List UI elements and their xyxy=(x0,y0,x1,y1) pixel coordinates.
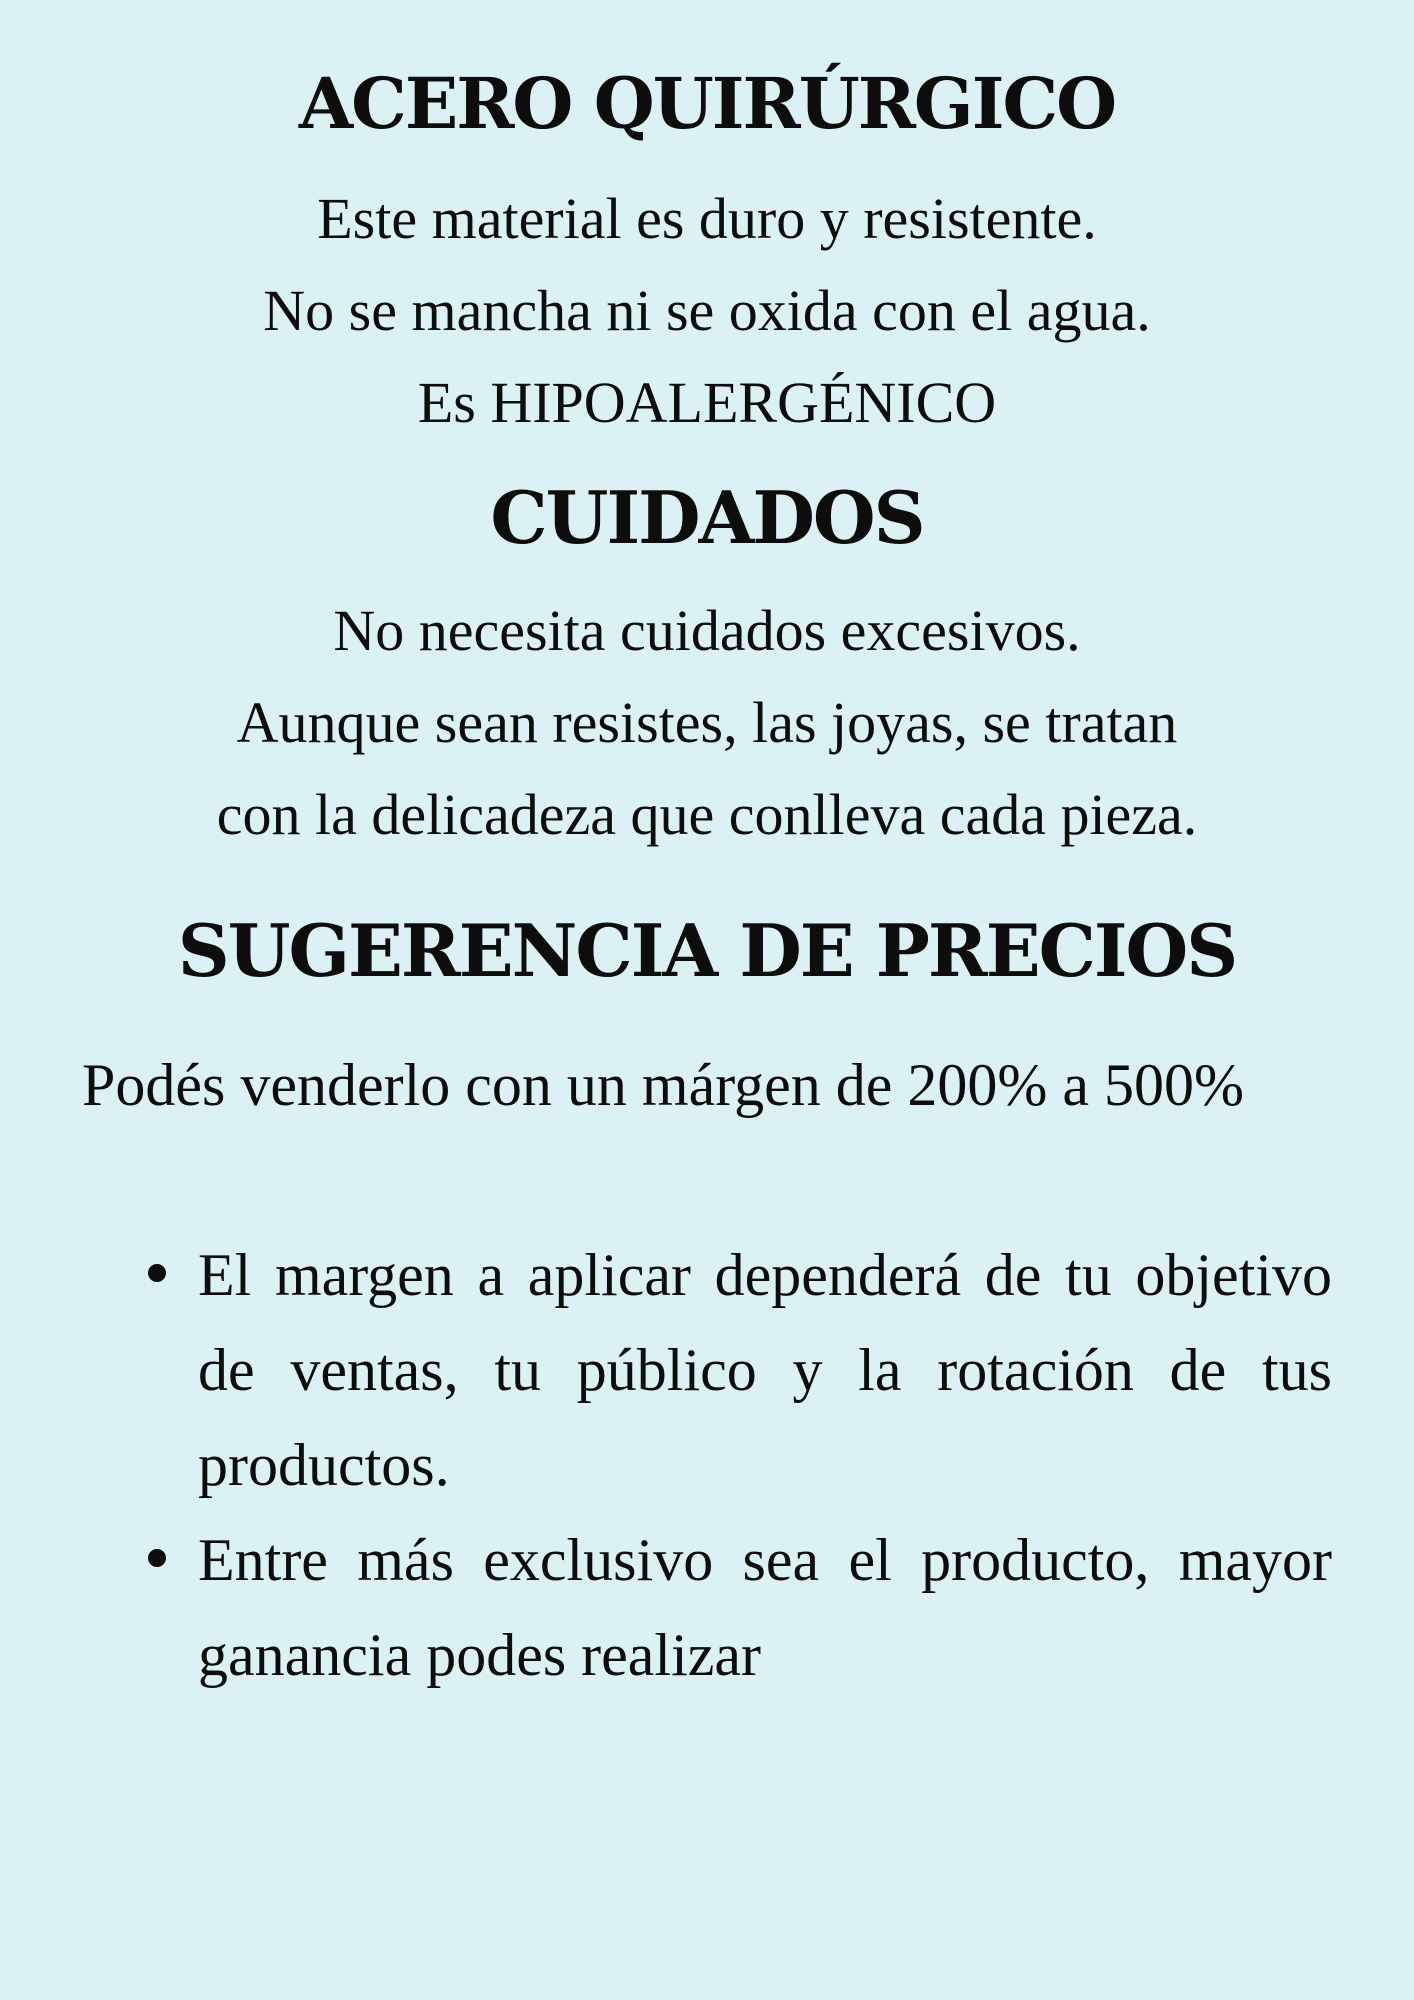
list-item xyxy=(198,1513,1332,1703)
bullet-text-2: Entre más exclusivo sea el producto, mayor ganancia podes realizar xyxy=(198,1527,1332,1688)
bullet-dot-icon xyxy=(148,1549,166,1567)
heading-sugerencia-de-precios: SUGERENCIA DE PRECIOS xyxy=(177,908,1237,993)
material-line-2: No se mancha ni se oxida con el agua. xyxy=(263,278,1151,343)
material-line-3: Es HIPOALERGÉNICO xyxy=(417,370,997,435)
care-line-1: No necesita cuidados excesivos. xyxy=(333,598,1081,663)
care-line-3: con la delicadeza que conlleva cada pieza. xyxy=(216,782,1198,847)
heading-cuidados: CUIDADOS xyxy=(490,475,924,560)
care-line-2: Aunque sean resistes, las joyas, se tratan xyxy=(236,690,1178,755)
prices-bullet-list xyxy=(198,1228,1332,1703)
bullet-dot-icon xyxy=(148,1264,166,1282)
material-line-1: Este material es duro y resistente. xyxy=(317,186,1097,251)
bullet-text-1: El margen a aplicar dependerá de tu objetivo de ventas, tu público y la rotación de tus productos. xyxy=(198,1242,1332,1498)
list-item xyxy=(198,1228,1332,1513)
prices-intro: Podés venderlo con un márgen de 200% a 500% xyxy=(82,1052,1244,1118)
heading-acero-quirurgico: ACERO QUIRÚRGICO xyxy=(298,62,1116,145)
